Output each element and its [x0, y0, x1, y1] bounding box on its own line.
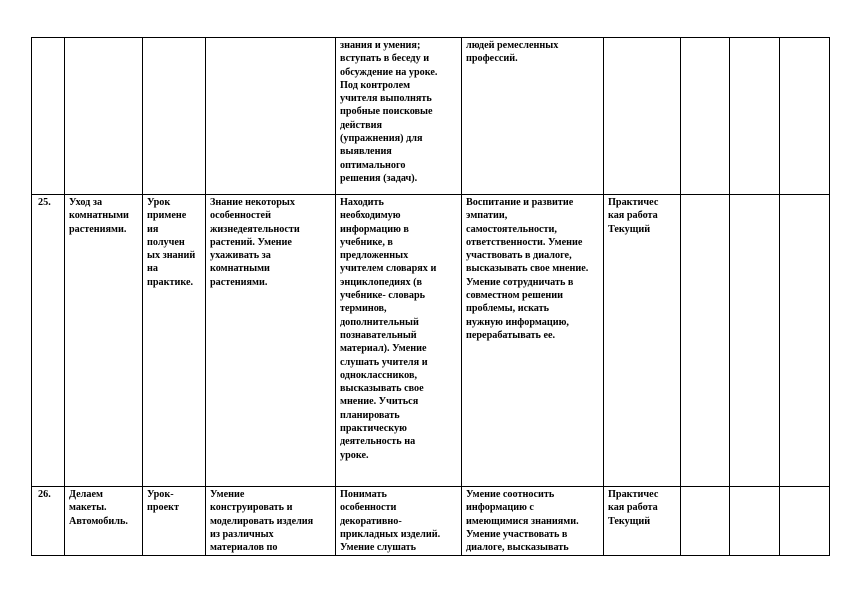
- lesson-number-cell: [32, 38, 65, 195]
- table-row: [32, 487, 830, 556]
- empty-cell: [730, 38, 780, 195]
- metasubject-results-cell: Понимать особенности декоративно- прикладных изделий. Умение слушать: [336, 487, 462, 556]
- empty-cell: [780, 38, 830, 195]
- control-type-cell: Практичес кая работа Текущий: [604, 195, 681, 487]
- personal-results-cell: Воспитание и развитие эмпатии, самостоятельности, ответственности. Умение участвовать в диалоге, высказывать свое мнение. Умение сотрудничать в совместном решении проблемы, искать нужную информацию, перерабатывать ее.: [462, 195, 604, 487]
- subject-results-cell: [206, 38, 336, 195]
- empty-cell: [681, 487, 730, 556]
- control-type-cell: Практичес кая работа Текущий: [604, 487, 681, 556]
- lesson-type-cell: Урок примене ия получен ых знаний на практике.: [143, 195, 206, 487]
- control-type-cell: [604, 38, 681, 195]
- lesson-type-cell: Урок- проект: [143, 487, 206, 556]
- table-row: [32, 195, 830, 487]
- lesson-topic-cell: Делаем макеты. Автомобиль.: [65, 487, 143, 556]
- table-row: [32, 38, 830, 195]
- lesson-type-cell: [143, 38, 206, 195]
- personal-results-cell: Умение соотносить информацию с имеющимися знаниями. Умение участвовать в диалоге, высказывать: [462, 487, 604, 556]
- lesson-topic-cell: [65, 38, 143, 195]
- empty-cell: [681, 195, 730, 487]
- empty-cell: [730, 487, 780, 556]
- lesson-number-cell: 26.: [32, 487, 65, 556]
- lesson-plan-table: [31, 37, 830, 556]
- subject-results-cell: Умение конструировать и моделировать изделия из различных материалов по: [206, 487, 336, 556]
- personal-results-cell: людей ремесленных профессий.: [462, 38, 604, 195]
- empty-cell: [780, 195, 830, 487]
- lesson-topic-cell: Уход за комнатными растениями.: [65, 195, 143, 487]
- empty-cell: [780, 487, 830, 556]
- subject-results-cell: Знание некоторых особенностей жизнедеятельности растений. Умение ухаживать за комнатными растениями.: [206, 195, 336, 487]
- metasubject-results-cell: знания и умения; вступать в беседу и обсуждение на уроке. Под контролем учителя выполнять пробные поисковые действия (упражнения) для выявления оптимального решения (задач).: [336, 38, 462, 195]
- lesson-number-cell: 25.: [32, 195, 65, 487]
- empty-cell: [730, 195, 780, 487]
- metasubject-results-cell: Находить необходимую информацию в учебнике, в предложенных учителем словарях и энциклопедиях (в учебнике- словарь терминов, дополнительный познавательный материал). Умение слушать учителя и одноклассников, высказывать свое мнение. Учиться планировать практическую деятельность на уроке.: [336, 195, 462, 487]
- empty-cell: [681, 38, 730, 195]
